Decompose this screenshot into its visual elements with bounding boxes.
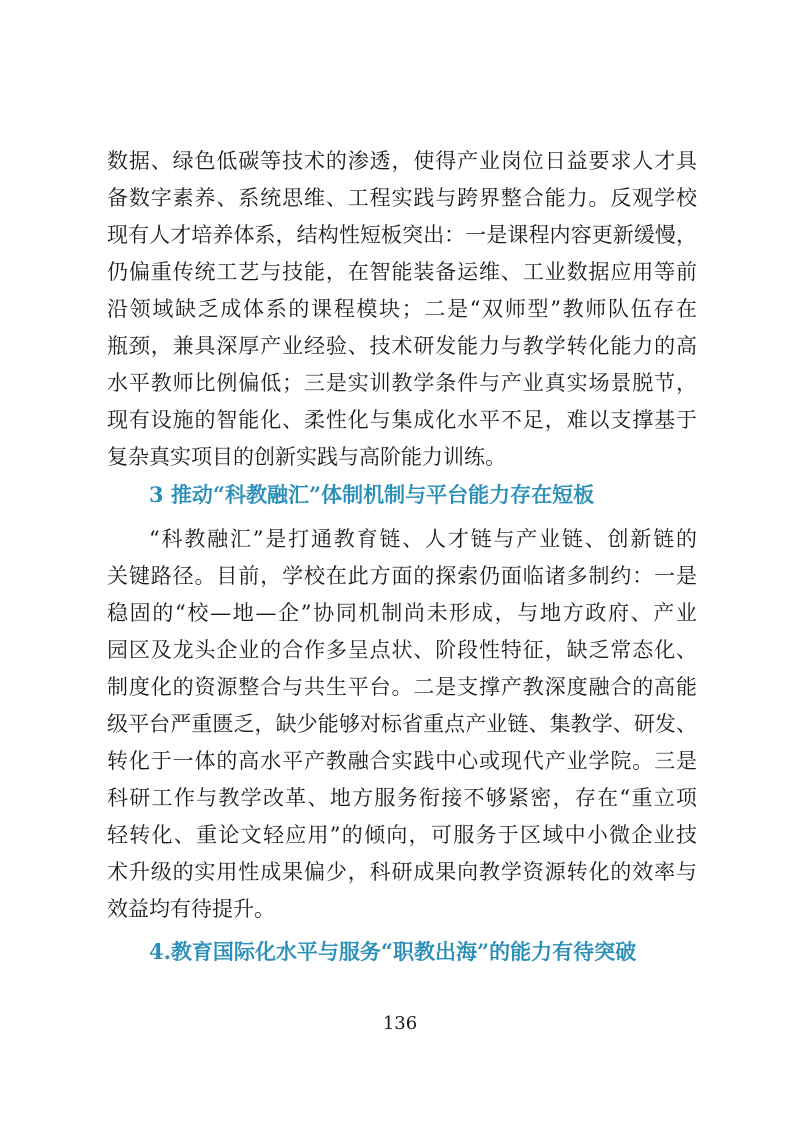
paragraph-line: 级平台严重匮乏，缺少能够对标省重点产业链、集教学、研发、 bbox=[107, 712, 697, 736]
paragraph-line: 沿领域缺乏成体系的课程模块；二是“双师型”教师队伍存在 bbox=[107, 297, 697, 321]
page-number: 136 bbox=[382, 1013, 418, 1034]
paragraph-line: 仍偏重传统工艺与技能，在智能装备运维、工业数据应用等前 bbox=[107, 260, 697, 284]
paragraph-line: 术升级的实用性成果偏少，科研成果向教学资源转化的效率与 bbox=[107, 860, 697, 884]
paragraph-line: 转化于一体的高水平产教融合实践中心或现代产业学院。三是 bbox=[107, 749, 697, 773]
paragraph-line: 科研工作与教学改革、地方服务衔接不够紧密，存在“重立项 bbox=[107, 786, 697, 810]
paragraph-line: 现有设施的智能化、柔性化与集成化水平不足，难以支撑基于 bbox=[107, 408, 697, 432]
paragraph-line: 园区及龙头企业的合作多呈点状、阶段性特征，缺乏常态化、 bbox=[107, 638, 697, 662]
paragraph-line: 数据、绿色低碳等技术的渗透，使得产业岗位日益要求人才具 bbox=[107, 149, 697, 173]
paragraph-line: “科教融汇”是打通教育链、人才链与产业链、创新链的 bbox=[149, 527, 697, 551]
paragraph-line: 水平教师比例偏低；三是实训教学条件与产业真实场景脱节， bbox=[107, 371, 697, 395]
section-heading-3: 3 推动“科教融汇”体制机制与平台能力存在短板 bbox=[149, 482, 595, 507]
paragraph-line: 效益均有待提升。 bbox=[107, 897, 275, 921]
paragraph-line: 备数字素养、系统思维、工程实践与跨界整合能力。反观学校 bbox=[107, 186, 697, 210]
paragraph-line: 关键路径。目前，学校在此方面的探索仍面临诸多制约：一是 bbox=[107, 564, 697, 588]
paragraph-line: 现有人才培养体系，结构性短板突出：一是课程内容更新缓慢， bbox=[107, 223, 697, 247]
section-heading-4: 4.教育国际化水平与服务“职教出海”的能力有待突破 bbox=[149, 939, 637, 964]
paragraph-line: 瓶颈，兼具深厚产业经验、技术研发能力与教学转化能力的高 bbox=[107, 334, 697, 358]
paragraph-line: 稳固的“校—地—企”协同机制尚未形成，与地方政府、产业 bbox=[107, 601, 697, 625]
paragraph-line: 制度化的资源整合与共生平台。二是支撑产教深度融合的高能 bbox=[107, 675, 697, 699]
paragraph-line: 轻转化、重论文轻应用”的倾向，可服务于区域中小微企业技 bbox=[107, 823, 697, 847]
paragraph-line: 复杂真实项目的创新实践与高阶能力训练。 bbox=[107, 445, 506, 469]
